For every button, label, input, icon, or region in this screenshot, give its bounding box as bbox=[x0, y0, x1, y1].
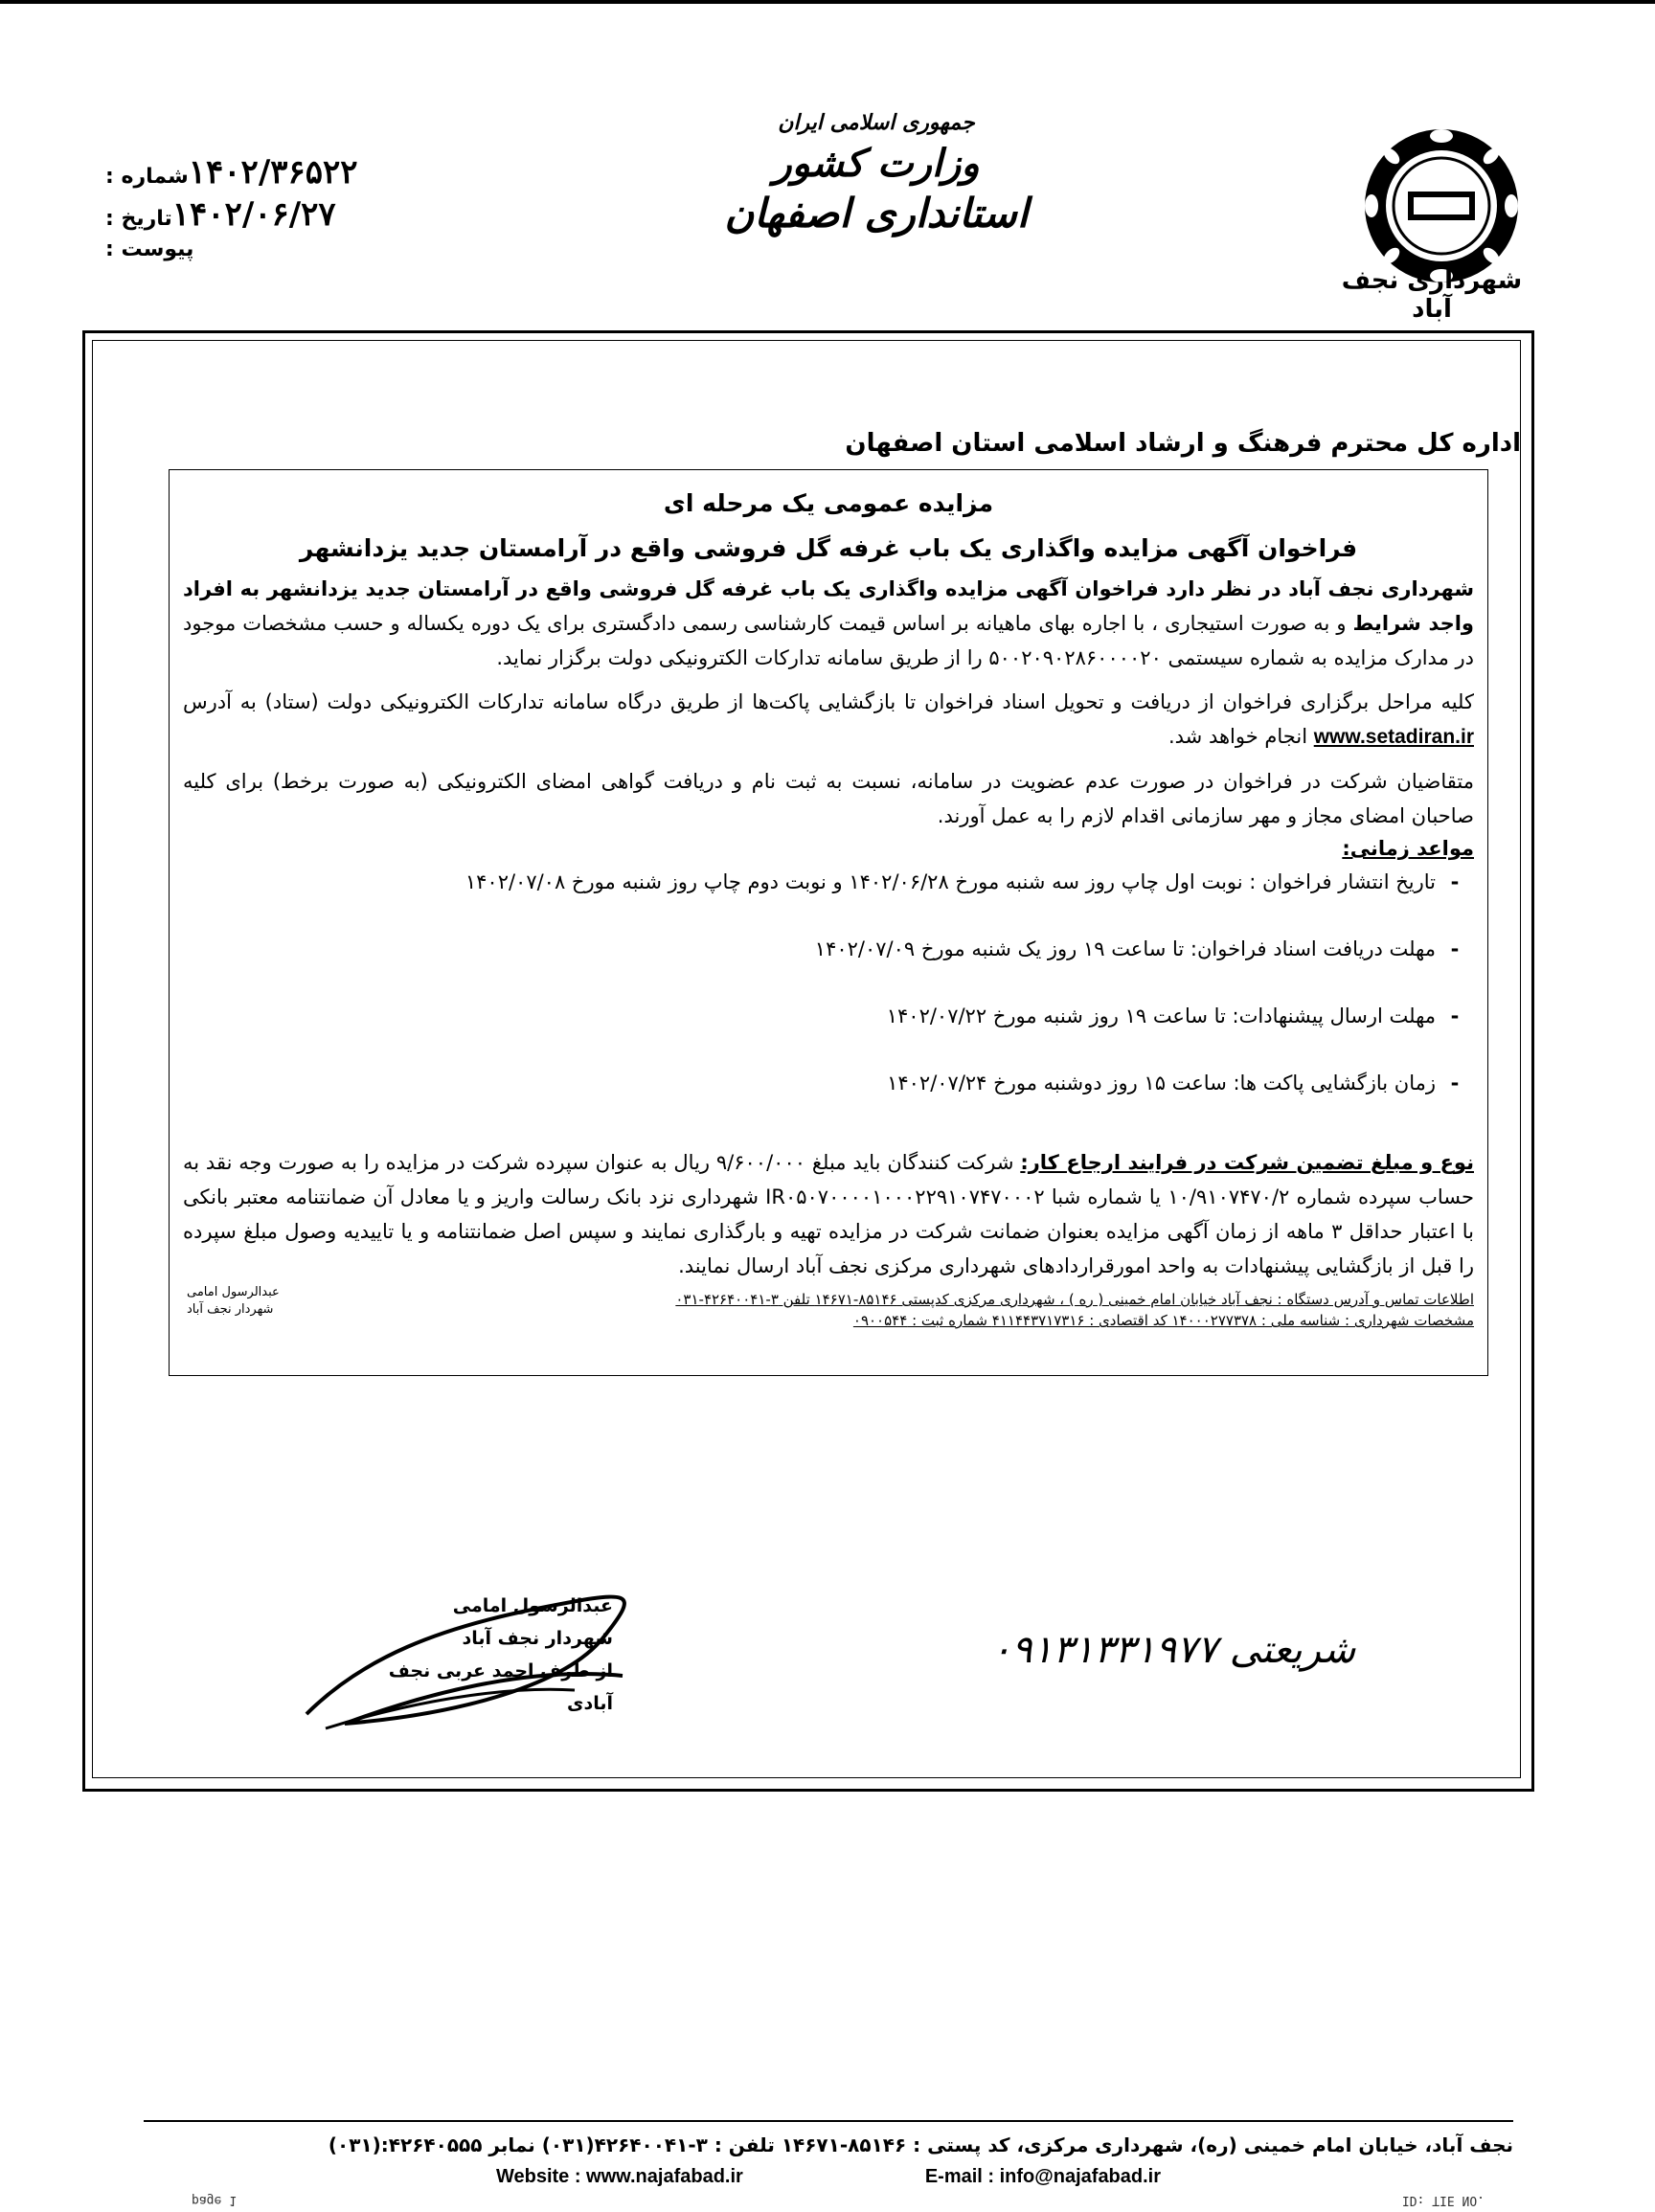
announcement-box bbox=[169, 469, 1488, 1376]
letter-date-row bbox=[105, 195, 374, 237]
box-signer-title: شهردار نجف آباد bbox=[187, 1302, 274, 1317]
schedule-item-text: زمان بازگشایی پاکت ها: ساعت ۱۵ روز دوشنبه مورخ ۱۴۰۲/۰۷/۲۴ bbox=[887, 1072, 1436, 1095]
fax-header-strip bbox=[192, 2193, 1485, 2207]
recipient-line: اداره کل محترم فرهنگ و ارشاد اسلامی استان اصفهان bbox=[845, 429, 1521, 458]
stamp-line: عبدالرسول امامی bbox=[452, 1595, 613, 1616]
ministry-label: وزارت کشور bbox=[773, 141, 980, 186]
date-value: ۱۴۰۲/۰۶/۲۷ bbox=[171, 195, 336, 234]
registry-line: مشخصات شهرداری : شناسه ملی : ۱۴۰۰۰۲۷۷۳۷۸ کد اقتصادی : ۴۱۱۴۴۳۷۱۷۳۱۶ شماره ثبت : ۰۹۰۰۵۴۴ bbox=[852, 1312, 1474, 1329]
footer-website[interactable]: Website : www.najafabad.ir bbox=[495, 2166, 743, 2187]
intro-bold: شهرداری نجف آباد در نظر دارد فراخوان آگهی مزایده واگذاری یک باب غرفه گل فروشی واقع در آرامستان جدید یزدانشهر به افراد واجد شرایط bbox=[183, 577, 1474, 635]
schedule-title: مواعد زمانی: bbox=[1342, 837, 1474, 860]
footer-divider bbox=[144, 2120, 1513, 2122]
box-signer-name: عبدالرسول امامی bbox=[187, 1285, 280, 1299]
box-signature bbox=[187, 1284, 378, 1319]
schedule-item-text: مهلت دریافت اسناد فراخوان: تا ساعت ۱۹ روز یک شنبه مورخ ۱۴۰۲/۰۷/۰۹ bbox=[814, 937, 1436, 960]
paragraph-procedure bbox=[183, 685, 1474, 755]
stamp-line: شهردار نجف آباد bbox=[462, 1628, 613, 1649]
number-value: ۱۴۰۲/۳۶۵۲۲ bbox=[188, 153, 358, 192]
procedure-end: انجام خواهد شد. bbox=[1168, 725, 1308, 748]
paragraph-intro bbox=[183, 572, 1474, 675]
bullet: - bbox=[1450, 870, 1460, 893]
schedule-list bbox=[183, 868, 1474, 1136]
guarantee-text: شرکت کنندگان باید مبلغ ۹/۶۰۰/۰۰۰ ریال به عنوان سپرده شرکت در مزایده را به صورت وجه نقد به حساب سپرده شماره ۱۰/۹۱۰۷۴۷۰/۲ یا شماره شبا IR۰۵۰۷۰۰۰۰۱۰۰۰۲۲۹۱۰۷۴۷۰۰۰۲ شهرداری نزد بانک رسالت واریز و یا معادل آن ضمانتنامه معتبر بانکی با اعتبار حداقل ۳ ماهه از زمان آگهی مزایده بعنوان ضمانت شرکت در مزایده تهیه و بارگذاری نمایند و سپس اصل ضمانتنامه و یا تاییدیه وصول مبلغ سپرده را قبل از بازگشایی پیشنهادات به واحد امورقراردادهای شهرداری مرکزی نجف آباد ارسال نمایند. bbox=[183, 1151, 1474, 1277]
governorate-label: استانداری اصفهان bbox=[724, 190, 1029, 237]
letter-number-row bbox=[105, 153, 374, 195]
schedule-item bbox=[183, 1002, 1474, 1069]
signature-stamp bbox=[364, 1590, 613, 1720]
announcement-content bbox=[183, 480, 1474, 1331]
bullet: - bbox=[1450, 1072, 1460, 1095]
footer-web bbox=[144, 2166, 1513, 2188]
fax-mark-right: ID: TIE NO. bbox=[1401, 2193, 1485, 2207]
fax-mark-left: page 1 bbox=[192, 2193, 237, 2207]
schedule-item bbox=[183, 1069, 1474, 1136]
paragraph-registration: متقاضیان شرکت در فراخوان در صورت عدم عضویت در سامانه، نسبت به ثبت نام و دریافت گواهی امضای الکترونیکی (به صورت برخط) برای کلیه صاحبان امضای مجاز و مهر سازمانی اقدام لازم را به عمل آورند. bbox=[183, 770, 1474, 827]
stamp-line: از طرف احمد عربی نجف آبادی bbox=[388, 1660, 613, 1714]
bullet: - bbox=[1450, 1004, 1460, 1027]
contact-line: اطلاعات تماس و آدرس دستگاه : نجف آباد خیابان امام خمینی ( ره ) ، شهرداری مرکزی کدپستی ۸۵۱۴۶-۱۴۶۷۱ تلفن ۳-۴۲۶۴۰۰۴۱-۰۳۱ bbox=[675, 1291, 1474, 1308]
announcement-title: مزایده عمومی یک مرحله ای bbox=[663, 489, 994, 517]
paragraph-guarantee bbox=[183, 1145, 1474, 1283]
schedule-item-text: مهلت ارسال پیشنهادات: تا ساعت ۱۹ روز شنبه مورخ ۱۴۰۲/۰۷/۲۲ bbox=[886, 1004, 1436, 1027]
procedure-text: کلیه مراحل برگزاری فراخوان از دریافت و تحویل اسناد فراخوان تا بازگشایی پاکت‌ها از طریق درگاه سامانه تدارکات الکترونیکی دولت (ستاد) به آدرس bbox=[183, 690, 1474, 713]
date-label: تاریخ : bbox=[105, 207, 172, 231]
bullet: - bbox=[1450, 937, 1460, 960]
municipality-name: شهرداری نجف آباد bbox=[1341, 266, 1523, 324]
schedule-item-text: تاریخ انتشار فراخوان : نوبت اول چاپ روز سه شنبه مورخ ۱۴۰۲/۰۶/۲۸ و نوبت دوم چاپ روز شنبه مورخ ۱۴۰۲/۰۷/۰۸ bbox=[465, 870, 1436, 893]
number-label: شماره : bbox=[105, 165, 189, 189]
intro-rest: و به صورت استیجاری ، با اجاره بهای ماهیانه بر اساس قیمت کارشناسی رسمی دادگستری برای یک دوره یکساله و حسب مشخصات موجود در مدارک مزایده به شماره سیستمی ۵۰۰۲۰۹۰۲۸۶۰۰۰۰۲۰ را از طریق سامانه تدارکات الکترونیکی دولت برگزار نماید. bbox=[183, 612, 1474, 669]
municipality-emblem-icon bbox=[1360, 124, 1523, 287]
announcement-subtitle: فراخوان آگهی مزایده واگذاری یک باب غرفه گل فروشی واقع در آرامستان جدید یزدانشهر bbox=[299, 534, 1358, 562]
republic-label: جمهوری اسلامی ایران bbox=[778, 110, 975, 135]
setadiran-link[interactable]: www.setadiran.ir bbox=[1313, 726, 1474, 748]
top-border bbox=[0, 0, 1655, 4]
footer-email[interactable]: E-mail : info@najafabad.ir bbox=[924, 2166, 1162, 2187]
government-heading bbox=[670, 110, 1082, 237]
handwritten-note: شریعتی ۰۹۱۳۱۳۳۱۹۷۷ bbox=[990, 1628, 1356, 1672]
attachment-row bbox=[105, 237, 374, 280]
attachment-label: پیوست : bbox=[105, 237, 194, 261]
schedule-item bbox=[183, 868, 1474, 935]
schedule-item bbox=[183, 935, 1474, 1002]
footer-address: نجف آباد، خیابان امام خمینی (ره)، شهرداری مرکزی، کد پستی : ۸۵۱۴۶-۱۴۶۷۱ تلفن : ۳-۴۲۶۴۰۰۴۱(۰۳۱) نمابر ۴۲۶۴۰۵۵۵:(۰۳۱) bbox=[328, 2133, 1513, 2156]
letter-meta bbox=[105, 153, 374, 280]
guarantee-title: نوع و مبلغ تضمین شرکت در فرایند ارجاع کار: bbox=[1020, 1151, 1474, 1174]
